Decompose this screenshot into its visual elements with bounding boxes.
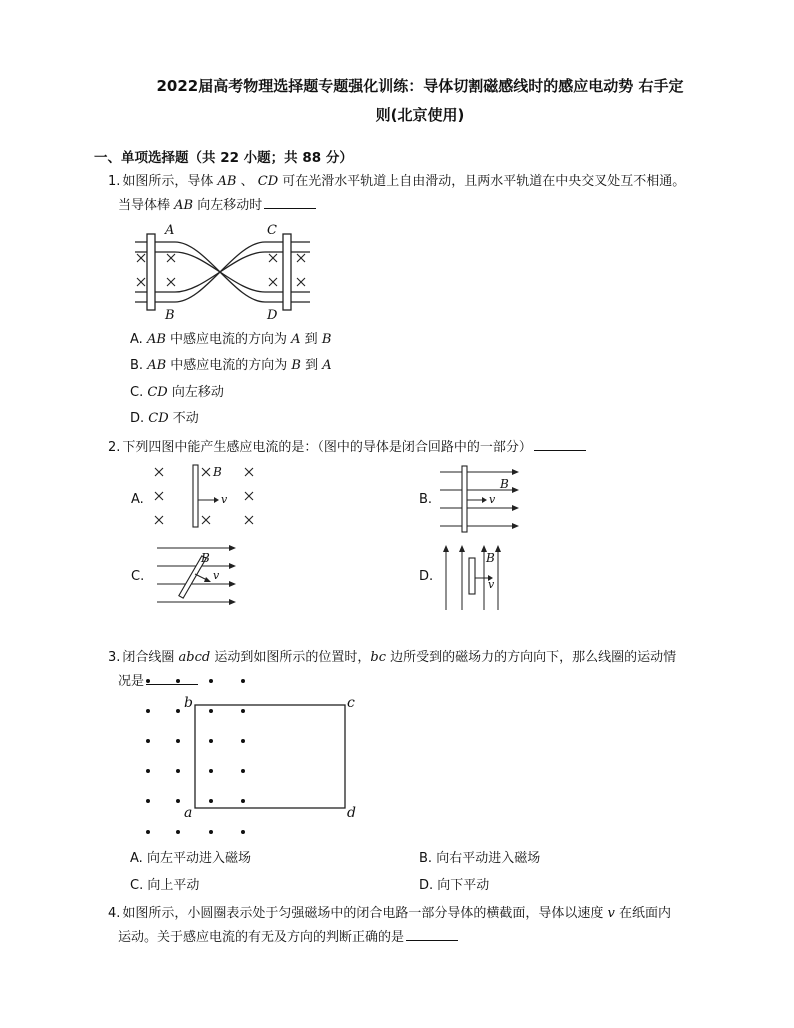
- math-var: CD: [147, 385, 168, 400]
- question-text: 下列四图中能产生感应电流的是：（图中的导体是闭合回路中的一部分）: [122, 440, 532, 455]
- question-2: [108, 436, 718, 460]
- option-text: 向左移动: [167, 385, 224, 400]
- option-text: 向左平动进入磁场: [146, 851, 251, 866]
- q2-figure-a: [150, 463, 270, 533]
- option-letter: A.: [130, 851, 143, 866]
- answer-blank[interactable]: [406, 926, 458, 941]
- math-var: CD: [148, 411, 169, 426]
- coil-abcd: [195, 705, 345, 808]
- conductor: [193, 465, 198, 527]
- question-text: 闭合线圈: [122, 650, 179, 665]
- question-1: [108, 170, 718, 218]
- question-text: 运动到如图所示的位置时，: [210, 650, 371, 665]
- label-B: B: [201, 551, 210, 565]
- title-line-2: 则(北京使用): [375, 106, 465, 124]
- label-D: D: [267, 308, 278, 323]
- question-text: 如图所示，导体: [122, 174, 218, 189]
- section-title: 一、单项选择题（共 22 小题；共 88 分）: [94, 150, 353, 166]
- q2-option-a-label[interactable]: A.: [131, 492, 144, 507]
- conductor: [469, 558, 475, 594]
- q3-option-a[interactable]: [130, 849, 251, 869]
- question-number: 3.: [108, 650, 121, 665]
- label-v: v: [489, 493, 496, 506]
- math-var: v: [607, 906, 615, 921]
- label-C: C: [267, 223, 277, 238]
- q1-option-d[interactable]: [130, 409, 199, 429]
- math-var: AB: [217, 174, 237, 189]
- label-B: B: [500, 477, 509, 491]
- q3-option-c[interactable]: [130, 876, 199, 896]
- math-var: AB: [146, 332, 166, 347]
- label-v: v: [221, 493, 228, 506]
- question-text: 在纸面内: [614, 906, 672, 921]
- label-B: B: [165, 308, 175, 323]
- q1-option-c[interactable]: [130, 383, 224, 403]
- label-B: B: [486, 551, 495, 565]
- q3-option-b[interactable]: [419, 849, 540, 869]
- label-a: a: [184, 805, 193, 821]
- label-c: c: [347, 695, 355, 711]
- option-text: 向下平动: [437, 878, 490, 893]
- label-b: b: [184, 695, 193, 711]
- question-number: 2.: [108, 440, 121, 455]
- page-title: [120, 72, 720, 100]
- question-4: [108, 902, 718, 950]
- option-letter: D.: [419, 878, 434, 893]
- question-text: 、: [236, 174, 258, 189]
- option-letter: C.: [130, 385, 144, 400]
- math-var: AB: [147, 358, 167, 373]
- question-text: 运动。关于感应电流的有无及方向的判断正确的是: [118, 930, 405, 945]
- answer-blank[interactable]: [264, 194, 316, 209]
- q2-figure-d: [440, 544, 530, 614]
- option-text: 到: [300, 332, 322, 347]
- label-A: A: [165, 223, 175, 238]
- question-number: 4.: [108, 906, 121, 921]
- q1-option-a[interactable]: [130, 330, 331, 350]
- answer-blank[interactable]: [534, 436, 586, 451]
- q3-option-d[interactable]: [419, 876, 489, 896]
- option-text: 不动: [168, 411, 199, 426]
- option-letter: B.: [130, 358, 144, 373]
- option-text: 中感应电流的方向为: [165, 332, 292, 347]
- math-var: B: [291, 358, 301, 373]
- math-var: abcd: [178, 650, 211, 665]
- q2-option-c-label[interactable]: C.: [131, 569, 145, 584]
- option-text: 向右平动进入磁场: [436, 851, 541, 866]
- math-var: B: [321, 332, 332, 347]
- q2-option-d-label[interactable]: D.: [419, 569, 434, 584]
- option-letter: C.: [130, 878, 144, 893]
- option-letter: D.: [130, 411, 145, 426]
- q2-option-b-label[interactable]: B.: [419, 492, 433, 507]
- q2-figure-b: [438, 466, 548, 536]
- label-v: v: [213, 569, 220, 582]
- q2-figure-c: [155, 542, 265, 612]
- math-var: AB: [174, 198, 194, 213]
- conductor: [462, 466, 467, 532]
- option-text: 中感应电流的方向为: [166, 358, 292, 373]
- page-title-continued: [120, 101, 720, 129]
- label-v: v: [488, 578, 495, 591]
- option-text: 向上平动: [147, 878, 200, 893]
- q1-option-b[interactable]: [130, 356, 332, 376]
- label-d: d: [347, 805, 356, 821]
- question-text: 如图所示，小圆圈表示处于匀强磁场中的闭合电路一部分导体的横截面，导体以速度: [122, 906, 608, 921]
- option-letter: A.: [130, 332, 143, 347]
- option-letter: B.: [419, 851, 433, 866]
- label-B: B: [213, 465, 222, 479]
- math-var: A: [291, 332, 301, 347]
- title-line-1: 2022届高考物理选择题专题强化训练：导体切割磁感线时的感应电动势 右手定: [156, 77, 684, 95]
- question-number: 1.: [108, 174, 121, 189]
- option-text: 到: [300, 358, 323, 373]
- question-text: 向左移动时: [193, 198, 263, 213]
- question-text: 边所受到的磁场力的方向向下，那么线圈的运动情: [385, 650, 677, 665]
- rod-CD: [283, 234, 291, 310]
- rod-AB: [147, 234, 155, 310]
- q1-figure: [125, 222, 325, 322]
- math-var: bc: [370, 650, 386, 665]
- question-text: 当导体棒: [118, 198, 175, 213]
- math-var: A: [322, 358, 332, 373]
- math-var: CD: [257, 174, 279, 189]
- question-text: 况是: [118, 674, 145, 689]
- question-text: 可在光滑水平轨道上自由滑动，且两水平轨道在中央交叉处互不相通。: [278, 174, 686, 189]
- q3-figure: [138, 675, 368, 845]
